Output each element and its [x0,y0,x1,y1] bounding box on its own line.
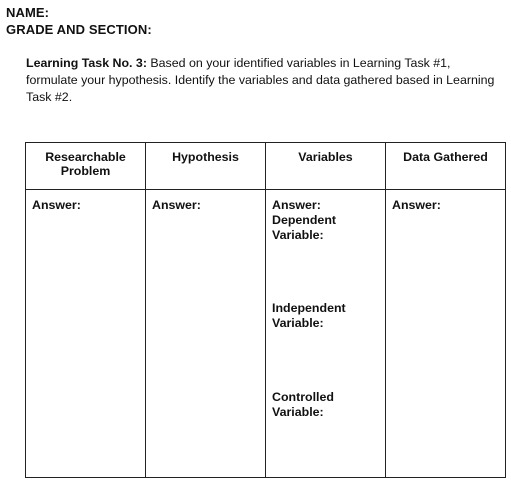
dependent-variable-label-line2: Variable: [272,228,324,242]
header-variables: Variables [266,143,386,190]
answer-label: Answer: [32,198,81,212]
variables-answer-cell[interactable] [266,190,386,478]
controlled-variable-label-line2: Variable: [272,405,324,419]
independent-variable-label-line1: Independent [272,301,346,315]
table-answer-row [26,190,506,478]
task-text: Based on your identified variables in Learning Task #1, formulate your hypothesis. Identify the variables and data gathered based in Learning Task #2. [26,56,495,104]
researchable-problem-answer-cell[interactable] [26,190,146,478]
header-researchable-problem: Researchable Problem [26,143,146,190]
grade-section-label: GRADE AND SECTION: [6,22,152,37]
answer-label: Answer: [152,198,201,212]
answer-label: Answer: [392,198,441,212]
data-gathered-answer-cell[interactable] [386,190,506,478]
answer-label: Answer: [272,198,321,212]
dependent-variable-label-line1: Dependent [272,213,337,227]
task-instructions [26,55,496,106]
dependent-variable-space [272,243,379,301]
answer-table [25,142,506,478]
header-hypothesis: Hypothesis [146,143,266,190]
task-title: Learning Task No. 3: [26,56,147,70]
name-label: NAME: [6,5,50,20]
independent-variable-space [272,331,379,390]
hypothesis-answer-cell[interactable] [146,190,266,478]
controlled-variable-label-line1: Controlled [272,390,334,404]
table-header-row [26,143,506,190]
header-data-gathered: Data Gathered [386,143,506,190]
independent-variable-label-line2: Variable: [272,316,324,330]
